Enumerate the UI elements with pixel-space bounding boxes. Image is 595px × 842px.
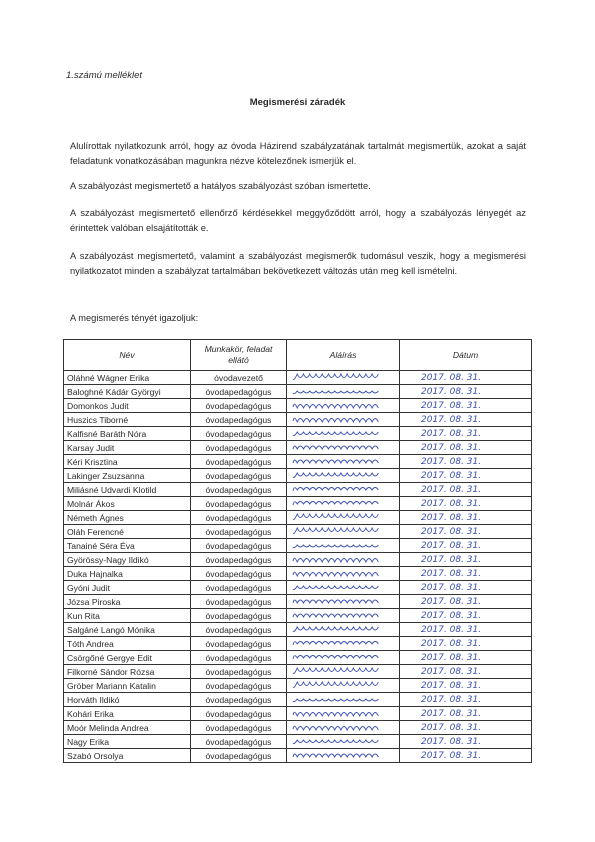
- row-name: Józsa Piroska: [64, 595, 191, 609]
- handwritten-date: 2017. 08. 31.: [421, 387, 482, 397]
- handwritten-date: 2017. 08. 31.: [421, 471, 482, 481]
- row-signature: [287, 707, 400, 721]
- table-row: [64, 567, 532, 581]
- handwritten-signature: [291, 582, 395, 592]
- row-signature: [287, 539, 400, 553]
- handwritten-signature: [291, 736, 395, 746]
- handwritten-date: 2017. 08. 31.: [421, 457, 482, 467]
- row-name: Baloghné Kádár Györgyi: [64, 385, 191, 399]
- handwritten-signature: [291, 708, 395, 718]
- table-row: [64, 707, 532, 721]
- row-role: óvodavezető: [191, 371, 287, 385]
- row-date: [400, 441, 532, 455]
- table-row: [64, 637, 532, 651]
- handwritten-date: 2017. 08. 31.: [421, 499, 482, 509]
- handwritten-date: 2017. 08. 31.: [421, 541, 482, 551]
- row-date: [400, 371, 532, 385]
- handwritten-signature: [291, 414, 395, 424]
- row-role: óvodapedagógus: [191, 483, 287, 497]
- handwritten-date: 2017. 08. 31.: [421, 513, 482, 523]
- handwritten-signature: [291, 638, 395, 648]
- row-signature: [287, 693, 400, 707]
- row-signature: [287, 679, 400, 693]
- row-date: [400, 385, 532, 399]
- handwritten-date: 2017. 08. 31.: [421, 583, 482, 593]
- handwritten-date: 2017. 08. 31.: [421, 485, 482, 495]
- row-signature: [287, 623, 400, 637]
- table-row: [64, 385, 532, 399]
- page-title: Megismerési záradék: [249, 97, 346, 108]
- handwritten-date: 2017. 08. 31.: [421, 443, 482, 453]
- table-row: [64, 371, 532, 385]
- handwritten-date: 2017. 08. 31.: [421, 555, 482, 565]
- row-date: [400, 525, 532, 539]
- handwritten-signature: [291, 610, 395, 620]
- row-signature: [287, 497, 400, 511]
- handwritten-date: 2017. 08. 31.: [421, 415, 482, 425]
- row-name: Csörgőné Gergye Edit: [64, 651, 191, 665]
- row-date: [400, 665, 532, 679]
- row-date: [400, 553, 532, 567]
- row-name: Györössy-Nagy Ildikó: [64, 553, 191, 567]
- row-name: Gröber Mariann Katalin: [64, 679, 191, 693]
- table-row: [64, 665, 532, 679]
- row-signature: [287, 609, 400, 623]
- table-row: [64, 749, 532, 763]
- row-name: Kéri Krisztina: [64, 455, 191, 469]
- row-role: óvodapedagógus: [191, 399, 287, 413]
- table-row: [64, 693, 532, 707]
- row-name: Tóth Andrea: [64, 637, 191, 651]
- row-role: óvodapedagógus: [191, 525, 287, 539]
- row-name: Kalfisné Baráth Nóra: [64, 427, 191, 441]
- row-name: Oláhné Wágner Erika: [64, 371, 191, 385]
- handwritten-signature: [291, 498, 395, 508]
- row-signature: [287, 511, 400, 525]
- row-date: [400, 609, 532, 623]
- row-name: Moór Melinda Andrea: [64, 721, 191, 735]
- header-date: Dátum: [400, 340, 532, 371]
- row-name: Kohári Erika: [64, 707, 191, 721]
- header-role: Munkakör, feladat ellátó: [191, 340, 287, 371]
- row-name: Szabó Orsolya: [64, 749, 191, 763]
- row-date: [400, 483, 532, 497]
- row-date: [400, 427, 532, 441]
- handwritten-signature: [291, 484, 395, 494]
- table-row: [64, 497, 532, 511]
- table-row: [64, 427, 532, 441]
- row-signature: [287, 749, 400, 763]
- row-role: óvodapedagógus: [191, 581, 287, 595]
- row-name: Molnár Ákos: [64, 497, 191, 511]
- table-row: [64, 721, 532, 735]
- row-name: Oláh Ferencné: [64, 525, 191, 539]
- row-name: Domonkos Judit: [64, 399, 191, 413]
- row-role: óvodapedagógus: [191, 651, 287, 665]
- row-role: óvodapedagógus: [191, 539, 287, 553]
- row-date: [400, 595, 532, 609]
- confirmation-label: A megismerés tényét igazoljuk:: [70, 313, 199, 323]
- row-role: óvodapedagógus: [191, 721, 287, 735]
- row-date: [400, 581, 532, 595]
- handwritten-date: 2017. 08. 31.: [421, 639, 482, 649]
- row-role: óvodapedagógus: [191, 693, 287, 707]
- handwritten-signature: [291, 694, 395, 704]
- handwritten-date: 2017. 08. 31.: [421, 709, 482, 719]
- handwritten-date: 2017. 08. 31.: [421, 527, 482, 537]
- table-row: [64, 483, 532, 497]
- handwritten-signature: [291, 512, 395, 522]
- row-date: [400, 623, 532, 637]
- row-role: óvodapedagógus: [191, 497, 287, 511]
- row-date: [400, 469, 532, 483]
- handwritten-date: 2017. 08. 31.: [421, 653, 482, 663]
- header-signature: Aláírás: [287, 340, 400, 371]
- table-row: [64, 455, 532, 469]
- row-date: [400, 413, 532, 427]
- annex-label: 1.számú melléklet: [66, 70, 143, 81]
- handwritten-signature: [291, 750, 395, 760]
- handwritten-signature: [291, 666, 395, 676]
- row-signature: [287, 371, 400, 385]
- row-name: Filkorné Sándor Rózsa: [64, 665, 191, 679]
- row-signature: [287, 427, 400, 441]
- row-date: [400, 455, 532, 469]
- row-role: óvodapedagógus: [191, 707, 287, 721]
- row-name: Németh Ágnes: [64, 511, 191, 525]
- handwritten-date: 2017. 08. 31.: [421, 569, 482, 579]
- row-name: Salgáné Langó Mónika: [64, 623, 191, 637]
- row-signature: [287, 735, 400, 749]
- row-role: óvodapedagógus: [191, 385, 287, 399]
- handwritten-signature: [291, 456, 395, 466]
- handwritten-signature: [291, 386, 395, 396]
- row-role: óvodapedagógus: [191, 665, 287, 679]
- row-signature: [287, 553, 400, 567]
- table-row: [64, 511, 532, 525]
- row-role: óvodapedagógus: [191, 609, 287, 623]
- row-role: óvodapedagógus: [191, 637, 287, 651]
- row-signature: [287, 581, 400, 595]
- row-signature: [287, 455, 400, 469]
- handwritten-signature: [291, 400, 395, 410]
- row-date: [400, 749, 532, 763]
- handwritten-date: 2017. 08. 31.: [421, 737, 482, 747]
- table-row: [64, 679, 532, 693]
- row-signature: [287, 637, 400, 651]
- row-role: óvodapedagógus: [191, 441, 287, 455]
- row-role: óvodapedagógus: [191, 735, 287, 749]
- row-signature: [287, 469, 400, 483]
- handwritten-signature: [291, 554, 395, 564]
- row-name: Kun Rita: [64, 609, 191, 623]
- row-signature: [287, 483, 400, 497]
- table-header-row: [64, 340, 532, 371]
- table-row: [64, 553, 532, 567]
- row-name: Duka Hajnalka: [64, 567, 191, 581]
- paragraph-repeat-notice: A szabályozást megismertető, valamint a szabályozást megismerők tudomásul veszik, hogy a megismerési nyilatkozatot minden a szabályzat tartalmában bekövetkezett változás után meg kell ismételni.: [70, 251, 526, 276]
- handwritten-signature: [291, 470, 395, 480]
- handwritten-date: 2017. 08. 31.: [421, 611, 482, 621]
- row-signature: [287, 665, 400, 679]
- handwritten-date: 2017. 08. 31.: [421, 681, 482, 691]
- table-row: [64, 413, 532, 427]
- row-signature: [287, 595, 400, 609]
- table-row: [64, 651, 532, 665]
- row-name: Miliásné Udvardi Klotild: [64, 483, 191, 497]
- row-date: [400, 511, 532, 525]
- row-date: [400, 735, 532, 749]
- table-row: [64, 735, 532, 749]
- row-date: [400, 637, 532, 651]
- row-name: Karsay Judit: [64, 441, 191, 455]
- row-role: óvodapedagógus: [191, 413, 287, 427]
- row-signature: [287, 721, 400, 735]
- handwritten-signature: [291, 624, 395, 634]
- handwritten-signature: [291, 596, 395, 606]
- row-date: [400, 497, 532, 511]
- table-row: [64, 469, 532, 483]
- handwritten-date: 2017. 08. 31.: [421, 667, 482, 677]
- handwritten-signature: [291, 722, 395, 732]
- row-name: Huszics Tiborné: [64, 413, 191, 427]
- table-row: [64, 399, 532, 413]
- row-signature: [287, 567, 400, 581]
- header-name: Név: [64, 340, 191, 371]
- table-row: [64, 595, 532, 609]
- row-signature: [287, 399, 400, 413]
- handwritten-signature: [291, 680, 395, 690]
- paragraph-oral-presentation: A szabályozást megismertető a hatályos szabályozást szóban ismertette.: [70, 181, 371, 191]
- row-date: [400, 707, 532, 721]
- row-role: óvodapedagógus: [191, 427, 287, 441]
- table-row: [64, 525, 532, 539]
- table-row: [64, 539, 532, 553]
- handwritten-signature: [291, 442, 395, 452]
- row-name: Gyóni Judit: [64, 581, 191, 595]
- row-role: óvodapedagógus: [191, 679, 287, 693]
- table-row: [64, 581, 532, 595]
- row-name: Lakinger Zsuzsanna: [64, 469, 191, 483]
- handwritten-date: 2017. 08. 31.: [421, 751, 482, 761]
- handwritten-signature: [291, 372, 395, 382]
- row-role: óvodapedagógus: [191, 623, 287, 637]
- handwritten-signature: [291, 526, 395, 536]
- handwritten-date: 2017. 08. 31.: [421, 401, 482, 411]
- signature-table-body: [64, 371, 532, 763]
- row-role: óvodapedagógus: [191, 749, 287, 763]
- row-name: Nagy Erika: [64, 735, 191, 749]
- row-name: Tanainé Séra Éva: [64, 539, 191, 553]
- row-date: [400, 721, 532, 735]
- handwritten-date: 2017. 08. 31.: [421, 723, 482, 733]
- signature-table: [63, 339, 532, 763]
- row-signature: [287, 413, 400, 427]
- row-name: Horváth Ildikó: [64, 693, 191, 707]
- handwritten-signature: [291, 652, 395, 662]
- row-signature: [287, 525, 400, 539]
- row-date: [400, 693, 532, 707]
- row-date: [400, 567, 532, 581]
- handwritten-date: 2017. 08. 31.: [421, 625, 482, 635]
- row-role: óvodapedagógus: [191, 567, 287, 581]
- handwritten-signature: [291, 568, 395, 578]
- table-row: [64, 609, 532, 623]
- handwritten-date: 2017. 08. 31.: [421, 695, 482, 705]
- handwritten-signature: [291, 428, 395, 438]
- row-role: óvodapedagógus: [191, 511, 287, 525]
- paragraph-verification: A szabályozást megismertető ellenőrző kérdésekkel meggyőződött arról, hogy a szabályozás lényegét az érintettek valóban elsajátították e.: [70, 208, 526, 233]
- row-role: óvodapedagógus: [191, 455, 287, 469]
- handwritten-date: 2017. 08. 31.: [421, 373, 482, 383]
- table-row: [64, 441, 532, 455]
- row-date: [400, 539, 532, 553]
- table-row: [64, 623, 532, 637]
- row-role: óvodapedagógus: [191, 595, 287, 609]
- handwritten-date: 2017. 08. 31.: [421, 429, 482, 439]
- handwritten-signature: [291, 540, 395, 550]
- row-signature: [287, 651, 400, 665]
- handwritten-date: 2017. 08. 31.: [421, 597, 482, 607]
- row-signature: [287, 385, 400, 399]
- row-role: óvodapedagógus: [191, 553, 287, 567]
- row-signature: [287, 441, 400, 455]
- row-role: óvodapedagógus: [191, 469, 287, 483]
- paragraph-declaration: Alulírottak nyilatkozunk arról, hogy az óvoda Házirend szabályzatának tartalmát megismertük, azokat a saját feladatunk vonatkozásában magunkra nézve kötelezőnek ismerjük el.: [70, 141, 526, 166]
- row-date: [400, 651, 532, 665]
- row-date: [400, 399, 532, 413]
- row-date: [400, 679, 532, 693]
